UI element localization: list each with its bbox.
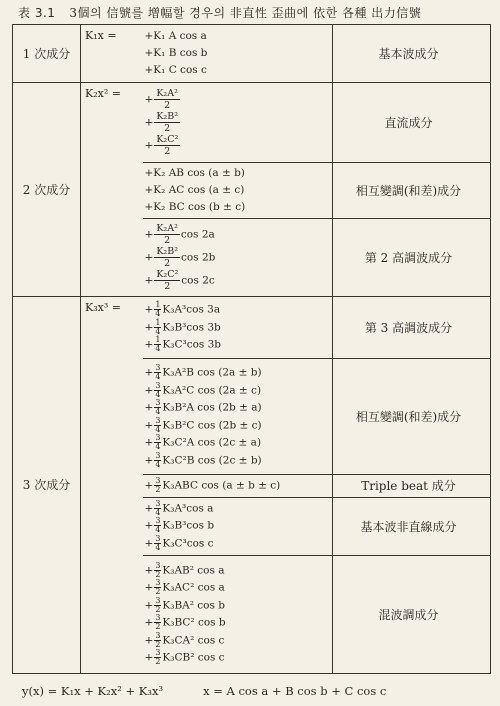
fraction: [154, 336, 161, 353]
order3-triple-component: Triple beat 成分: [333, 475, 491, 498]
order3-fund-component: 基本波非直線成分: [333, 497, 491, 555]
fraction-numerator: K₂B²: [156, 246, 179, 257]
fraction-denominator: 2: [164, 100, 171, 111]
fraction-denominator: 2: [155, 604, 161, 614]
term: +K₂ BC cos (b ± c): [144, 201, 246, 213]
fraction-denominator: 2: [155, 622, 161, 631]
term-prefix: +: [144, 581, 154, 594]
output-equation: y(x) = K₁x + K₂x² + K₃x³: [22, 684, 164, 698]
fraction: [154, 500, 161, 517]
term-prefix: +: [144, 384, 154, 396]
order1-terms: [143, 25, 333, 83]
term: [145, 134, 333, 157]
fraction-numerator: 3: [155, 433, 161, 442]
term: [145, 477, 333, 495]
term: [145, 562, 333, 580]
fraction-numerator: K₂B²: [156, 111, 179, 122]
term-prefix: +: [144, 93, 154, 106]
term-prefix: +: [144, 274, 154, 287]
term-prefix: +: [144, 564, 154, 576]
order2-im-terms: [143, 163, 333, 219]
fraction-numerator: 3: [155, 516, 161, 526]
term-suffix: K₃C³cos c: [162, 537, 214, 550]
fraction-denominator: 2: [164, 123, 171, 134]
term-prefix: +: [144, 401, 154, 414]
fraction: [154, 477, 161, 494]
fraction: [154, 134, 180, 157]
fraction-numerator: 3: [155, 415, 161, 425]
fraction-numerator: 3: [155, 363, 161, 372]
term: [145, 535, 333, 553]
term: [145, 649, 333, 667]
fraction-numerator: 3: [155, 578, 161, 587]
fraction-denominator: 4: [155, 542, 161, 552]
order3-xm-terms: [143, 555, 333, 673]
distortion-table: [12, 24, 491, 674]
term: +K₂ AC cos (a ± c): [144, 184, 245, 196]
term-prefix: +: [144, 651, 154, 664]
term: [145, 382, 333, 400]
term-suffix: K₃CA² cos c: [162, 634, 225, 646]
fraction: [154, 452, 161, 469]
term: [145, 223, 333, 246]
fraction-numerator: K₂A²: [156, 223, 178, 234]
term: [145, 319, 333, 337]
term-prefix: +: [144, 537, 154, 550]
term-suffix: K₃B²C cos (2b ± c): [162, 419, 262, 431]
fraction-numerator: K₂C²: [156, 269, 179, 280]
fraction: [154, 399, 161, 416]
order2-dc-component: 直流成分: [333, 83, 491, 163]
fraction: [154, 535, 161, 552]
term: [145, 632, 333, 650]
fraction-numerator: 3: [155, 595, 161, 605]
term-prefix: +: [144, 419, 154, 431]
fraction-numerator: 1: [155, 300, 161, 310]
fraction-denominator: 4: [155, 326, 161, 336]
term-suffix: K₃B³cos 3b: [162, 321, 221, 334]
term-prefix: +: [144, 303, 154, 316]
fraction: [154, 111, 180, 134]
term: +K₁ B cos b: [144, 47, 208, 59]
fraction-denominator: 2: [155, 485, 161, 494]
fraction-numerator: K₂C²: [156, 134, 179, 145]
table-title: 3個의 信號를 增幅할 경우의 非直性 歪曲에 依한 各種 出力信號: [69, 6, 422, 20]
order3-im-component: 相互變調(和差)成分: [333, 359, 491, 475]
fraction-denominator: 2: [164, 258, 171, 269]
term-suffix: K₃C²B cos (2c ± b): [162, 454, 262, 466]
term-suffix: K₃A³cos a: [162, 502, 214, 515]
fraction: [154, 319, 161, 336]
term: [145, 246, 333, 269]
term: [145, 500, 333, 518]
order3-func: K₃x³ =: [81, 297, 143, 674]
fraction-numerator: 1: [155, 317, 161, 327]
term-prefix: +: [144, 634, 154, 646]
fraction-numerator: 3: [155, 476, 161, 485]
fraction-numerator: 3: [155, 498, 161, 508]
fraction-numerator: 3: [155, 380, 161, 390]
term-prefix: +: [144, 519, 154, 532]
fraction-denominator: 4: [155, 424, 161, 434]
fraction-numerator: 3: [155, 533, 161, 543]
term-prefix: +: [144, 454, 154, 466]
fraction-numerator: 3: [155, 560, 161, 570]
fraction-denominator: 4: [155, 389, 161, 399]
term-suffix: K₃A³cos 3a: [162, 303, 221, 316]
fraction: [154, 417, 161, 434]
term: [145, 417, 333, 435]
fraction: [154, 301, 161, 318]
order3-h3-row: [13, 297, 491, 359]
term-prefix: +: [144, 502, 154, 515]
order3-fund-terms: [143, 497, 333, 555]
term-suffix: K₃C²A cos (2c ± a): [162, 436, 262, 449]
term-prefix: +: [144, 366, 154, 379]
fraction-denominator: 2: [164, 281, 171, 292]
order2-dc-row: [13, 83, 491, 163]
fraction-denominator: 4: [155, 309, 161, 319]
order1-label: 1 次成分: [13, 25, 81, 83]
term: +K₁ A cos a: [144, 30, 207, 42]
fraction: [154, 517, 161, 534]
table-number: 表 3.1: [18, 6, 56, 20]
fraction: [154, 246, 180, 269]
term-suffix: K₃ABC cos (a ± b ± c): [162, 479, 281, 492]
term: [145, 399, 333, 417]
fraction-numerator: 3: [155, 648, 161, 657]
fraction: [154, 382, 161, 399]
fraction: [154, 579, 161, 596]
term: [145, 452, 333, 470]
term-prefix: +: [144, 228, 154, 241]
fraction: [154, 434, 161, 451]
term: [145, 111, 333, 134]
term-suffix: K₃A²C cos (2a ± c): [162, 384, 262, 396]
fraction: [154, 614, 161, 631]
fraction-numerator: 3: [155, 450, 161, 460]
fraction-denominator: 4: [155, 372, 161, 381]
fraction-numerator: 3: [155, 398, 161, 407]
term: [145, 336, 333, 354]
term-prefix: +: [144, 116, 154, 129]
term-prefix: +: [144, 251, 154, 264]
equation-footer: [22, 684, 492, 698]
fraction-denominator: 2: [155, 569, 161, 579]
fraction-numerator: K₂A²: [156, 88, 178, 99]
term-suffix: K₃B²A cos (2b ± a): [162, 401, 262, 414]
fraction-denominator: 2: [155, 657, 161, 666]
fraction-denominator: 4: [155, 459, 161, 469]
order1-component: 基本波成分: [333, 25, 491, 83]
order3-label: 3 次成分: [13, 297, 81, 674]
term: [145, 88, 333, 111]
fraction-numerator: 1: [155, 335, 161, 345]
term-suffix: K₃A²B cos (2a ± b): [162, 366, 262, 379]
fraction: [154, 364, 161, 381]
order2-dc-terms: [143, 83, 333, 163]
term-suffix: K₃B³cos b: [162, 519, 215, 532]
fraction-numerator: 3: [155, 630, 161, 640]
order2-h2-terms: [143, 219, 333, 297]
term-suffix: K₃AB² cos a: [162, 564, 225, 576]
fraction-denominator: 2: [164, 235, 171, 246]
fraction-denominator: 4: [155, 344, 161, 354]
term-suffix: K₃C³cos 3b: [162, 338, 222, 351]
order2-im-component: 相互變調(和差)成分: [333, 163, 491, 219]
term: +K₂ AB cos (a ± b): [144, 167, 245, 179]
order3-h3-terms: [143, 297, 333, 359]
term-suffix: cos 2c: [181, 274, 215, 287]
term-suffix: K₃CB² cos c: [162, 651, 225, 664]
term-prefix: +: [144, 338, 154, 351]
fraction: [154, 88, 180, 111]
term-suffix: K₃AC² cos a: [162, 581, 225, 594]
order3-triple-terms: [143, 475, 333, 498]
fraction-denominator: 4: [155, 525, 161, 535]
fraction-denominator: 2: [155, 587, 161, 596]
order2-func: K₂x² =: [81, 83, 143, 297]
order2-label: 2 次成分: [13, 83, 81, 297]
fraction: [154, 562, 161, 579]
fraction: [154, 649, 161, 666]
term-prefix: +: [144, 321, 154, 334]
fraction-denominator: 2: [164, 146, 171, 157]
fraction-denominator: 4: [155, 507, 161, 517]
term-suffix: cos 2a: [180, 228, 215, 241]
term: [145, 579, 333, 597]
term: [145, 364, 333, 382]
order3-h3-component: 第 3 高調波成分: [333, 297, 491, 359]
term: [145, 269, 333, 292]
fraction-denominator: 4: [155, 442, 161, 451]
term: [145, 434, 333, 452]
order3-xm-component: 混波調成分: [333, 555, 491, 673]
term: [145, 301, 333, 319]
order1-func: K₁x =: [81, 25, 143, 83]
fraction-denominator: 4: [155, 407, 161, 416]
term-suffix: K₃BA² cos b: [162, 599, 225, 611]
input-equation: x = A cos a + B cos b + C cos c: [203, 684, 387, 698]
term: +K₁ C cos c: [144, 64, 207, 76]
order3-im-terms: [143, 359, 333, 475]
order1-row: [13, 25, 491, 83]
term-prefix: +: [144, 479, 154, 492]
term: [145, 614, 333, 632]
fraction: [154, 269, 180, 292]
term: [145, 517, 333, 535]
fraction: [154, 597, 161, 614]
table-caption: [18, 4, 488, 21]
term: [145, 597, 333, 615]
fraction-denominator: 2: [155, 639, 161, 649]
term-prefix: +: [144, 139, 154, 152]
term-prefix: +: [144, 616, 154, 629]
order2-h2-component: 第 2 高調波成分: [333, 219, 491, 297]
term-prefix: +: [144, 436, 154, 449]
term-suffix: cos 2b: [181, 251, 216, 264]
term-suffix: K₃BC² cos b: [162, 616, 226, 629]
fraction: [154, 223, 180, 246]
fraction: [154, 632, 161, 649]
term-prefix: +: [144, 599, 154, 611]
fraction-numerator: 3: [155, 613, 161, 622]
